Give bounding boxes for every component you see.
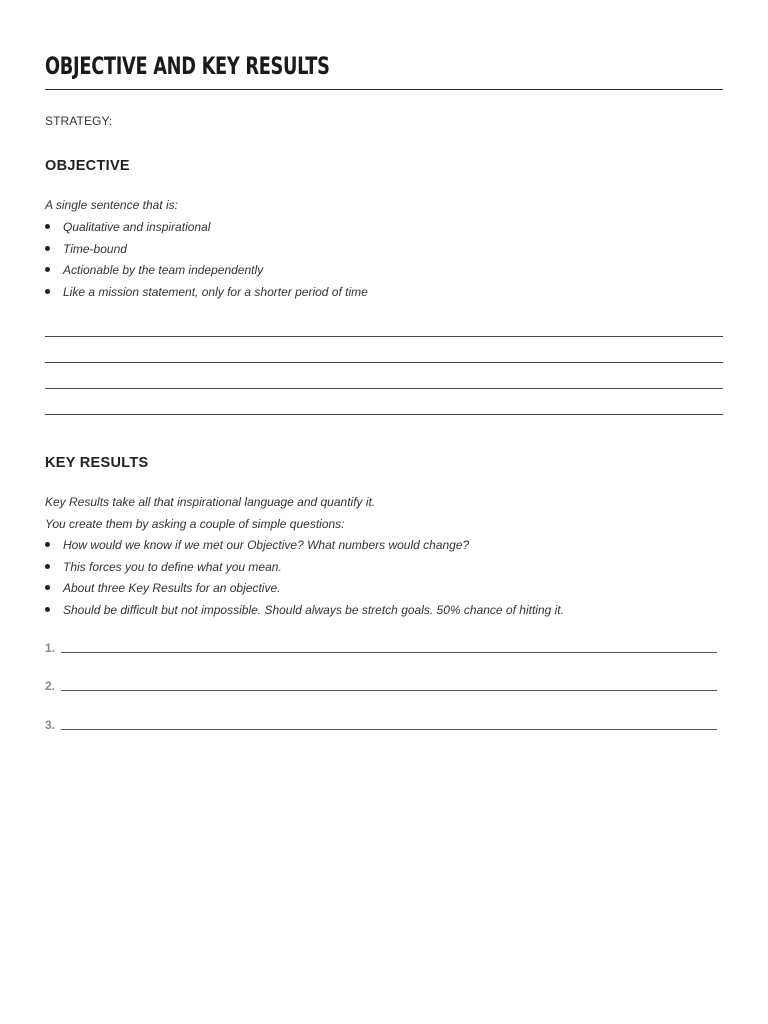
strategy-label: STRATEGY: [45, 114, 113, 128]
list-item [45, 241, 368, 263]
objective-write-line[interactable] [45, 362, 723, 363]
list-item [45, 580, 564, 602]
key-result-entry-2[interactable] [45, 678, 717, 694]
bullet-dot-icon [45, 267, 50, 272]
bullet-dot-icon [45, 564, 50, 569]
objective-bullet-text: Actionable by the team independently [63, 263, 264, 278]
key-results-bullet-list [45, 537, 564, 623]
list-item [45, 559, 564, 581]
key-result-number: 1. [45, 641, 56, 655]
bullet-dot-icon [45, 607, 50, 612]
objective-write-line[interactable] [45, 414, 723, 415]
key-results-bullet-text: Should be difficult but not impossible. Should always be stretch goals. 50% chance of hitting it. [63, 602, 564, 617]
bullet-dot-icon [45, 224, 50, 229]
objective-writing-area[interactable] [45, 336, 723, 440]
page-title: OBJECTIVE AND KEY RESULTS [45, 52, 330, 80]
key-result-entry-3[interactable] [45, 717, 717, 733]
objective-bullet-text: Qualitative and inspirational [63, 220, 211, 234]
list-item [45, 219, 368, 241]
list-item [45, 537, 564, 559]
objective-write-line[interactable] [45, 336, 723, 337]
title-divider [45, 89, 723, 90]
key-result-write-line[interactable] [61, 690, 717, 691]
key-results-bullet-text: About three Key Results for an objective. [63, 581, 281, 596]
bullet-dot-icon [45, 289, 50, 294]
objective-intro: A single sentence that is: [45, 198, 178, 212]
key-result-entry-1[interactable] [45, 640, 717, 656]
list-item [45, 602, 564, 624]
objective-heading: OBJECTIVE [45, 158, 130, 174]
key-results-intro-line: You create them by asking a couple of simple questions: [45, 517, 345, 531]
key-results-bullet-text: How would we know if we met our Objective? What numbers would change? [63, 538, 470, 552]
list-item [45, 284, 368, 306]
key-results-bullet-text: This forces you to define what you mean. [63, 559, 282, 574]
key-results-intro-line: Key Results take all that inspirational language and quantify it. [45, 495, 376, 509]
key-result-write-line[interactable] [61, 729, 717, 730]
key-results-heading: KEY RESULTS [45, 455, 149, 471]
key-result-number: 3. [45, 718, 56, 732]
objective-bullet-text: Time-bound [63, 241, 127, 256]
objective-bullet-text: Like a mission statement, only for a shorter period of time [63, 284, 368, 299]
bullet-dot-icon [45, 246, 50, 251]
key-result-number: 2. [45, 679, 56, 693]
key-result-write-line[interactable] [61, 652, 717, 653]
bullet-dot-icon [45, 542, 50, 547]
bullet-dot-icon [45, 585, 50, 590]
objective-bullet-list [45, 219, 368, 305]
objective-write-line[interactable] [45, 388, 723, 389]
okr-worksheet [45, 0, 723, 1024]
list-item [45, 262, 368, 284]
